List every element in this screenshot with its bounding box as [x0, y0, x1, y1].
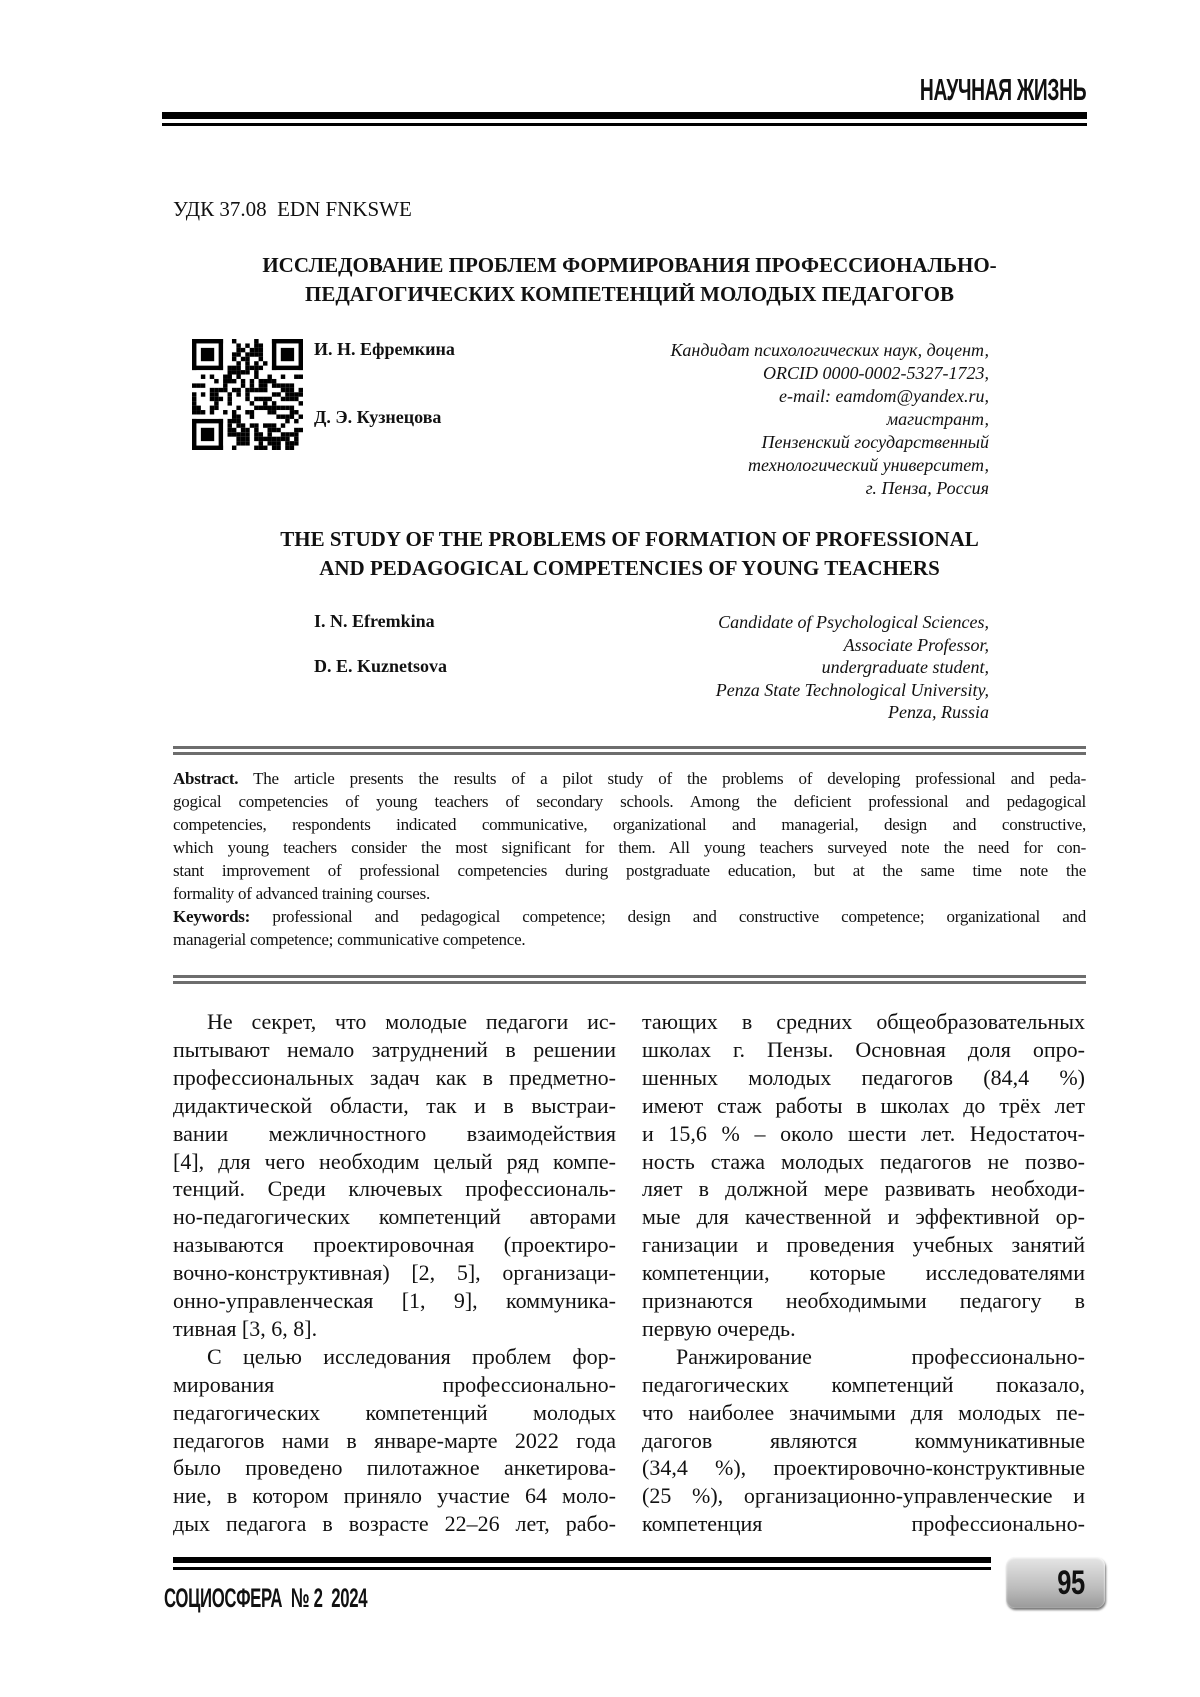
body-text-line: Не секрет, что молодые педагоги ис- — [207, 1008, 616, 1036]
affiliation-line: ORCID 0000-0002-5327-1723, — [763, 362, 989, 385]
abstract-bottom-rule-1 — [173, 975, 1086, 978]
body-text-line: дагогов являются коммуникативные — [642, 1427, 1085, 1455]
body-text-line: онно-управленческая [1, 9], коммуника- — [173, 1287, 616, 1315]
affiliation-line: магистрант, — [887, 408, 989, 431]
body-text-line: компетенции, которые исследователями — [642, 1259, 1085, 1287]
body-text-line: педагогических компетенций показало, — [642, 1371, 1085, 1399]
affiliation-line: Пензенский государственный — [761, 431, 989, 454]
body-text-line: тенций. Среди ключевых профессиональ- — [173, 1175, 616, 1203]
body-text-line: дых педагога в возрасте 22–26 лет, рабо- — [173, 1510, 616, 1538]
body-text-line: ляет в должной мере развивать необходи- — [642, 1175, 1085, 1203]
body-text-line: школах г. Пензы. Основная доля опро- — [642, 1036, 1085, 1064]
body-text-line: (34,4 %), проектировочно-конструктивные — [642, 1454, 1085, 1482]
abstract-text: formality of advanced training courses. — [173, 884, 430, 903]
author-en-2: D. E. Kuznetsova — [314, 656, 447, 677]
abstract-line — [173, 836, 1086, 859]
body-text-line: мые для качественной и эффективной ор- — [642, 1203, 1085, 1231]
title-ru-line-1: ИССЛЕДОВАНИЕ ПРОБЛЕМ ФОРМИРОВАНИЯ ПРОФЕССИОНАЛЬНО- — [173, 251, 1086, 280]
body-text-line: ние, в котором приняло участие 64 моло- — [173, 1482, 616, 1510]
abstract-text: stant improvement of professional competencies during postgraduate education, but at the same time note the — [173, 861, 1086, 880]
abstract-label: Abstract. — [173, 769, 238, 788]
author-en-1: I. N. Efremkina — [314, 611, 435, 632]
abstract-top-rule-1 — [173, 746, 1086, 749]
section-header: НАУЧНАЯ ЖИЗНЬ — [920, 72, 1086, 108]
body-text-line: ганизации и проведения учебных занятий — [642, 1231, 1085, 1259]
header-rule-thin — [162, 123, 1087, 126]
body-text-line: и 15,6 % – около шести лет. Недостаточ- — [642, 1120, 1085, 1148]
body-text-line: имеют стаж работы в школах до трёх лет — [642, 1092, 1085, 1120]
abstract-bottom-rule-2 — [173, 981, 1086, 984]
body-text-line: первую очередь. — [642, 1315, 1085, 1343]
affiliation-line: г. Пенза, Россия — [866, 477, 989, 500]
keywords-text: professional and pedagogical competence; design and constructive competence; organizational and — [250, 907, 1086, 926]
body-text-line: тающих в средних общеобразовательных — [642, 1008, 1085, 1036]
body-text-line: что наиболее значимыми для молодых пе- — [642, 1399, 1085, 1427]
body-text-line: компетенция профессионально- — [642, 1510, 1085, 1538]
title-en-line-2: AND PEDAGOGICAL COMPETENCIES OF YOUNG TEACHERS — [173, 554, 1086, 583]
page-number: 95 — [1057, 1564, 1085, 1603]
abstract-text: competencies, respondents indicated communicative, organizational and managerial, design and constructive, — [173, 815, 1086, 834]
body-text-line: пытывают немало затруднений в решении — [173, 1036, 616, 1064]
title-ru-line-2: ПЕДАГОГИЧЕСКИХ КОМПЕТЕНЦИЙ МОЛОДЫХ ПЕДАГОГОВ — [173, 280, 1086, 309]
body-text-line: профессиональных задач как в предметно- — [173, 1064, 616, 1092]
body-text-line: (25 %), организационно-управленческие и — [642, 1482, 1085, 1510]
abstract-text: The article presents the results of a pilot study of the problems of developing professional and peda- — [238, 769, 1086, 788]
abstract-text: gogical competencies of young teachers of secondary schools. Among the deficient professional and pedagogical — [173, 792, 1086, 811]
affiliation-line: Кандидат психологических наук, доцент, — [670, 339, 989, 362]
affiliation-line: Associate Professor, — [844, 634, 989, 657]
affiliation-line: e-mail: eamdom@yandex.ru, — [779, 385, 989, 408]
author-ru-2: Д. Э. Кузнецова — [314, 407, 441, 428]
keywords-line — [173, 928, 1086, 951]
title-en-line-1: THE STUDY OF THE PROBLEMS OF FORMATION OF PROFESSIONAL — [173, 525, 1086, 554]
footer-rule-thin — [173, 1567, 991, 1570]
body-text-line: было проведено пилотажное анкетирова- — [173, 1454, 616, 1482]
affiliation-line: undergraduate student, — [822, 656, 989, 679]
abstract-text: which young teachers consider the most significant for them. All young teachers surveyed note the need for con- — [173, 838, 1086, 857]
body-text-line: вочно-конструктивная) [2, 5], организаци- — [173, 1259, 616, 1287]
body-text-line: дидактической области, так и в выстраи- — [173, 1092, 616, 1120]
abstract-line — [173, 859, 1086, 882]
body-text-line: [4], для чего необходим целый ряд компе- — [173, 1148, 616, 1176]
abstract-line — [173, 882, 1086, 905]
body-text-line: Ранжирование профессионально- — [676, 1343, 1085, 1371]
body-text-line: педагогических компетенций молодых — [173, 1399, 616, 1427]
abstract-line — [173, 790, 1086, 813]
body-text-line: вании межличностного взаимодействия — [173, 1120, 616, 1148]
journal-issue: СОЦИОСФЕРА № 2 2024 — [164, 1583, 367, 1614]
body-text-line: но-педагогических компетенций авторами — [173, 1203, 616, 1231]
affiliation-line: Candidate of Psychological Sciences, — [718, 611, 989, 634]
page-number-box — [1006, 1557, 1105, 1608]
affiliation-line: технологический университет, — [748, 454, 989, 477]
author-ru-1: И. Н. Ефремкина — [314, 339, 455, 360]
abstract-top-rule-2 — [173, 752, 1086, 755]
body-text-line: называются проектировочная (проектиро- — [173, 1231, 616, 1259]
keywords-text: managerial competence; communicative competence. — [173, 930, 525, 949]
footer-rule-thick — [173, 1557, 991, 1563]
body-text-line: С целью исследования проблем фор- — [207, 1343, 616, 1371]
keywords-line — [173, 905, 1086, 928]
affiliation-line: Penza State Technological University, — [716, 679, 989, 702]
abstract-line — [173, 813, 1086, 836]
body-text-line: признаются необходимыми педагогу в — [642, 1287, 1085, 1315]
affiliation-line: Penza, Russia — [888, 701, 989, 724]
body-text-line: мирования профессионально- — [173, 1371, 616, 1399]
header-rule-thick — [162, 112, 1087, 119]
body-text-line: тивная [3, 6, 8]. — [173, 1315, 616, 1343]
udk-edn: УДК 37.08 EDN FNKSWE — [173, 197, 412, 222]
abstract-line — [173, 767, 1086, 790]
body-text-line: ность стажа молодых педагогов не позво- — [642, 1148, 1085, 1176]
qr-code-icon — [192, 339, 303, 450]
body-text-line: педагогов нами в январе-марте 2022 года — [173, 1427, 616, 1455]
body-text-line: шенных молодых педагогов (84,4 %) — [642, 1064, 1085, 1092]
keywords-label: Keywords: — [173, 907, 250, 926]
